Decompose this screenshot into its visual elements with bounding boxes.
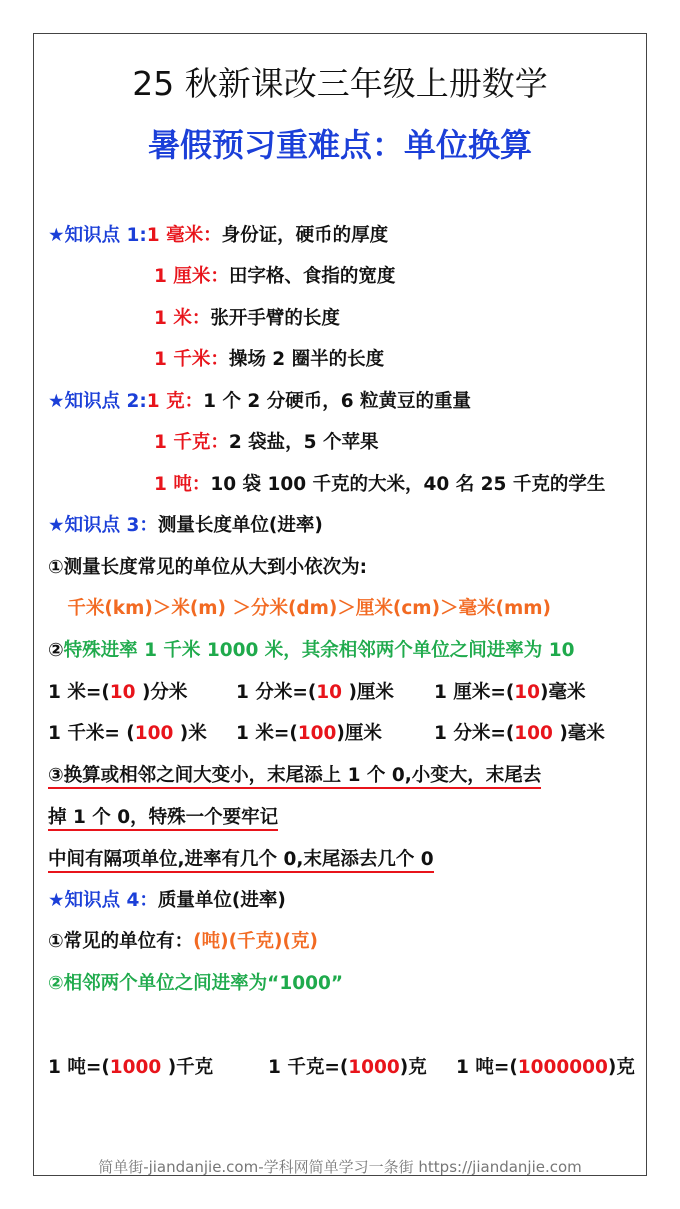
conversion-pre: 1 吨=(	[48, 1057, 110, 1078]
text-segment: 特殊进率 1 千米 1000 米，其余相邻两个单位之间进率为 10	[63, 640, 575, 661]
conversion-pre: 1 分米=(	[236, 682, 317, 703]
text-segment: 1 克：	[146, 391, 204, 412]
text-segment: ★知识点 4：	[48, 890, 158, 911]
conversion-pre: 1 厘米=(	[434, 682, 515, 703]
text-segment: 中间有隔项单位,进率有几个 0,末尾添去几个 0	[48, 849, 434, 870]
text-line	[154, 265, 395, 289]
conversion-val: 10	[316, 682, 343, 703]
conversion-post: )米	[173, 723, 207, 744]
text-line	[48, 764, 541, 788]
conversion-pre: 1 米=(	[236, 723, 298, 744]
conversion-val: 1000000	[517, 1057, 608, 1078]
conversion-pre: 1 千米= (	[48, 723, 135, 744]
text-segment: 1 吨：	[154, 474, 211, 495]
conversion-post: )毫米	[540, 682, 586, 703]
text-line	[48, 556, 367, 580]
text-segment: 10 袋 100 千克的大米，40 名 25 千克的学生	[210, 474, 606, 495]
conversion-item	[456, 1056, 635, 1080]
conversion-val: 10	[514, 682, 541, 703]
conversion-item	[268, 1056, 427, 1080]
conversion-item	[48, 1056, 213, 1080]
text-line	[154, 431, 378, 455]
text-segment: 1 毫米：	[146, 225, 222, 246]
text-line	[48, 224, 388, 248]
text-line	[48, 889, 286, 913]
conversion-item	[236, 722, 382, 746]
footer-watermark: 简单街-jiandanjie.com-学科网简单学习一条街 https://jiandanjie.com	[98, 1158, 582, 1176]
text-line	[48, 930, 318, 954]
text-segment: 1 千米：	[154, 349, 229, 370]
text-segment: ②	[48, 640, 64, 661]
conversion-item	[434, 681, 586, 705]
conversion-pre: 1 吨=(	[456, 1057, 518, 1078]
text-segment: 身份证，硬币的厚度	[221, 225, 389, 246]
conversion-val: 10	[109, 682, 136, 703]
conversion-post: )厘米	[336, 723, 382, 744]
conversion-pre: 1 分米=(	[434, 723, 515, 744]
page-subtitle: 暑假预习重难点：单位换算	[147, 126, 532, 164]
text-segment: 1 米：	[154, 308, 211, 329]
text-segment: 2 袋盐，5 个苹果	[228, 432, 379, 453]
conversion-item	[48, 681, 187, 705]
conversion-item	[434, 722, 605, 746]
page-title: 25 秋新课改三年级上册数学	[132, 64, 548, 103]
conversion-post: )分米	[135, 682, 188, 703]
text-segment: 1 个 2 分硬币，6 粒黄豆的重量	[203, 391, 472, 412]
conversion-val: 100	[514, 723, 553, 744]
conversion-post: )克	[399, 1057, 427, 1078]
conversion-val: 1000	[348, 1057, 400, 1078]
text-segment: 1 千克：	[154, 432, 229, 453]
text-segment: 测量长度单位(进率)	[157, 515, 323, 536]
text-segment: 千米(km)＞米(m) ＞分米(dm)＞厘米(cm)＞毫米(mm)	[48, 598, 551, 619]
text-segment: 掉 1 个 0，特殊一个要牢记	[48, 807, 279, 828]
text-line	[48, 972, 343, 996]
text-segment: ③换算或相邻之间大变小，末尾添上 1 个 0,小变大，末尾去	[48, 765, 542, 786]
conversion-item	[236, 681, 394, 705]
text-segment: (吨)(千克)(克)	[193, 931, 318, 952]
text-segment: 质量单位(进率)	[157, 890, 286, 911]
text-line	[48, 848, 434, 872]
text-segment: ★知识点 2:	[48, 391, 147, 412]
conversion-val: 100	[134, 723, 174, 744]
conversion-post: )千克	[161, 1057, 214, 1078]
text-segment: ②相邻两个单位之间进率为“1000”	[48, 973, 343, 994]
conversion-post: )克	[607, 1057, 635, 1078]
text-segment: ★知识点 3：	[48, 515, 158, 536]
text-segment: 张开手臂的长度	[210, 308, 340, 329]
text-line	[48, 514, 323, 538]
text-line	[154, 307, 340, 331]
conversion-pre: 1 米=(	[48, 682, 110, 703]
conversion-post: )厘米	[342, 682, 394, 703]
text-line	[48, 639, 574, 663]
text-segment: ①测量长度常见的单位从大到小依次为:	[48, 557, 368, 578]
text-segment: 操场 2 圈半的长度	[228, 349, 385, 370]
text-line	[48, 806, 278, 830]
conversion-pre: 1 千克=(	[268, 1057, 349, 1078]
conversion-item	[48, 722, 207, 746]
text-segment: 田字格、食指的宽度	[228, 266, 396, 287]
text-line	[48, 390, 471, 414]
text-segment: ①常见的单位有：	[48, 931, 194, 952]
conversion-val: 1000	[109, 1057, 162, 1078]
text-segment: ★知识点 1:	[48, 225, 147, 246]
text-line	[48, 597, 551, 621]
conversion-val: 100	[297, 723, 337, 744]
text-line	[154, 348, 384, 372]
conversion-post: )毫米	[552, 723, 605, 744]
text-line	[154, 473, 605, 497]
text-segment: 1 厘米：	[154, 266, 229, 287]
